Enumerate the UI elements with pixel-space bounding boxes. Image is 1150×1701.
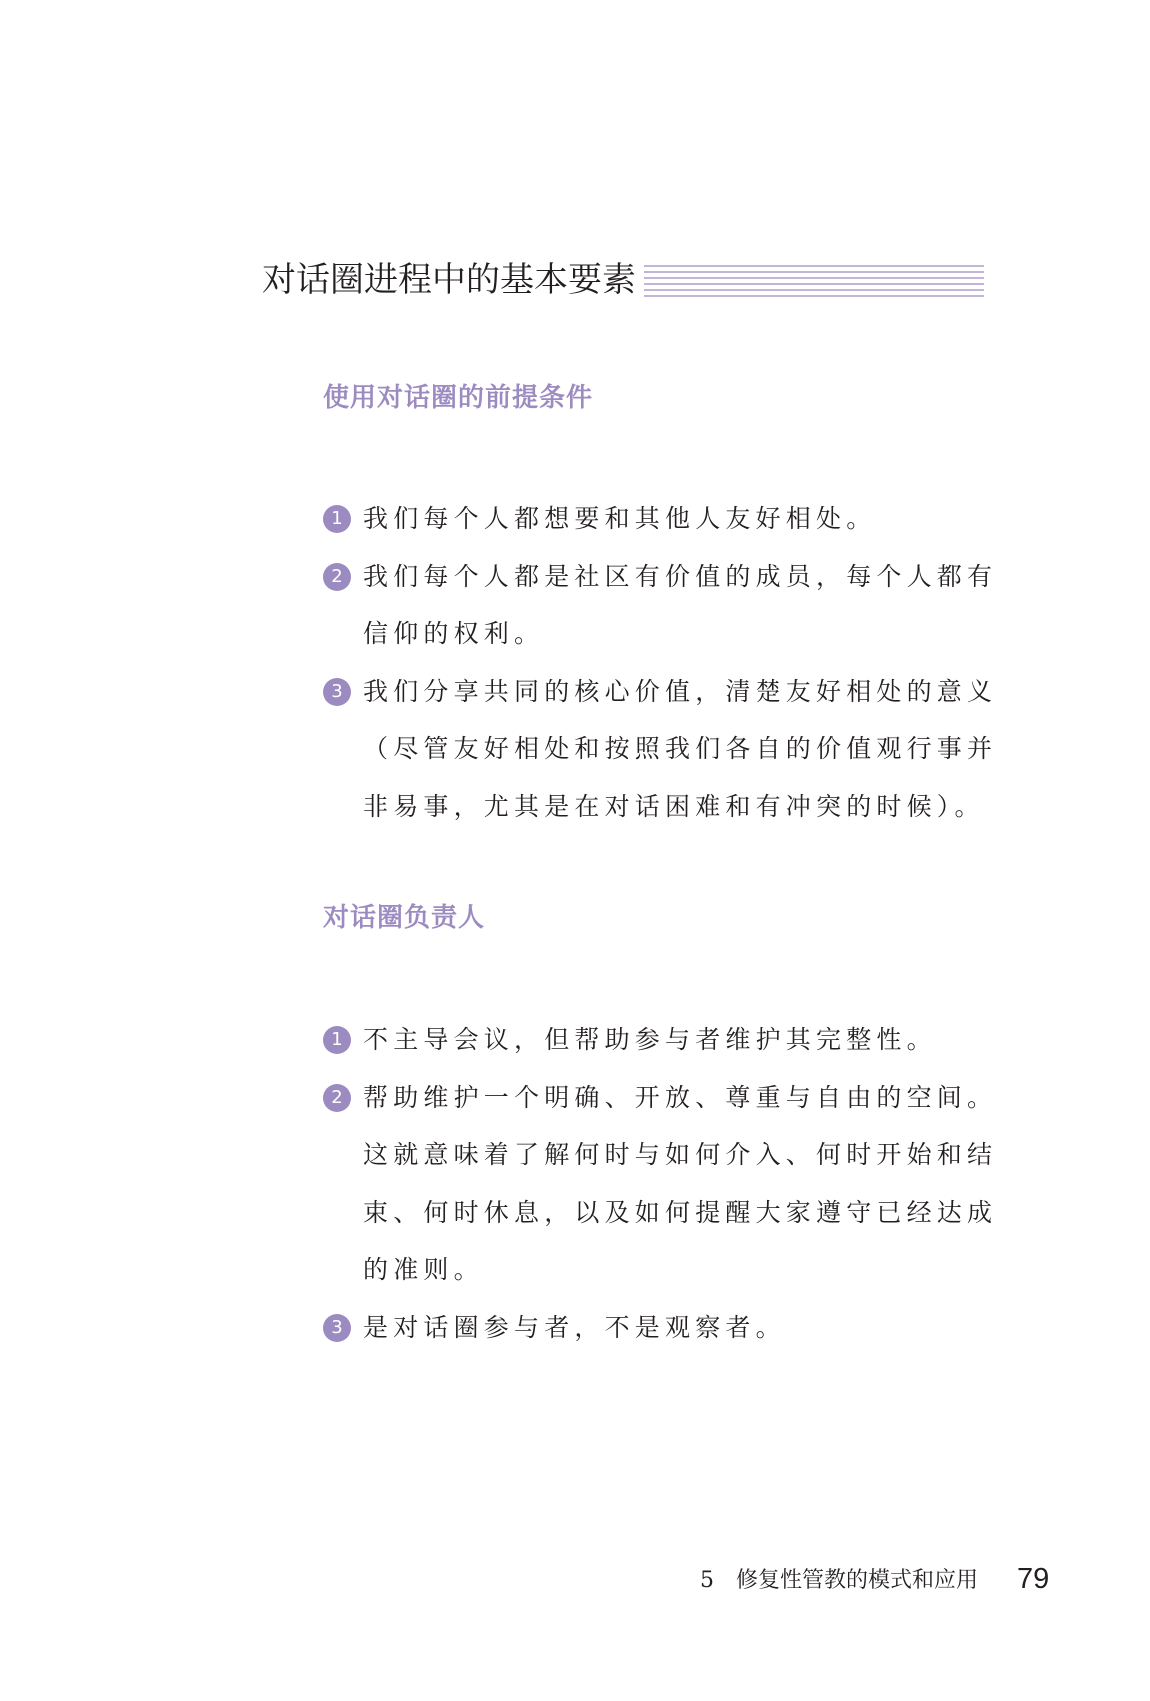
running-footer-chapter: 5 修复性管教的模式和应用 (700, 1568, 978, 1593)
list-item-text: 我们每个人都是社区有价值的成员，每个人都有信仰的权利。 (363, 561, 998, 648)
list-item (323, 1299, 1003, 1357)
list-item-text: 帮助维护一个明确、开放、尊重与自由的空间。这就意味着了解何时与如何介入、何时开始和结束、何时休息，以及如何提醒大家遵守已经达成的准则。 (363, 1082, 998, 1284)
list-item-text: 我们分享共同的核心价值，清楚友好相处的意义（尽管友好相处和按照我们各自的价值观行事并非易事，尤其是在对话困难和有冲突的时候）。 (363, 676, 998, 821)
list-item-text: 我们每个人都想要和其他人友好相处。 (363, 504, 877, 533)
number-badge: 2 (323, 563, 351, 591)
number-badge: 2 (323, 1084, 351, 1112)
title-decoration-lines (644, 262, 984, 302)
list-item-text: 不主导会议，但帮助参与者维护其完整性。 (363, 1025, 937, 1054)
prerequisites-heading: 使用对话圈的前提条件 (323, 383, 594, 413)
list-item (323, 1069, 1003, 1299)
list-item (323, 1011, 1003, 1069)
page-number: 79 (1017, 1563, 1050, 1595)
number-badge: 3 (323, 1314, 351, 1342)
number-badge: 1 (323, 505, 351, 533)
number-badge: 1 (323, 1026, 351, 1054)
number-badge: 3 (323, 678, 351, 706)
prerequisites-list (323, 490, 1003, 835)
list-item (323, 548, 1003, 663)
list-item (323, 490, 1003, 548)
list-item (323, 663, 1003, 836)
facilitator-heading: 对话圈负责人 (323, 903, 486, 933)
list-item-text: 是对话圈参与者，不是观察者。 (363, 1312, 786, 1342)
section-title: 对话圈进程中的基本要素 (262, 260, 636, 300)
facilitator-list (323, 1011, 1003, 1356)
